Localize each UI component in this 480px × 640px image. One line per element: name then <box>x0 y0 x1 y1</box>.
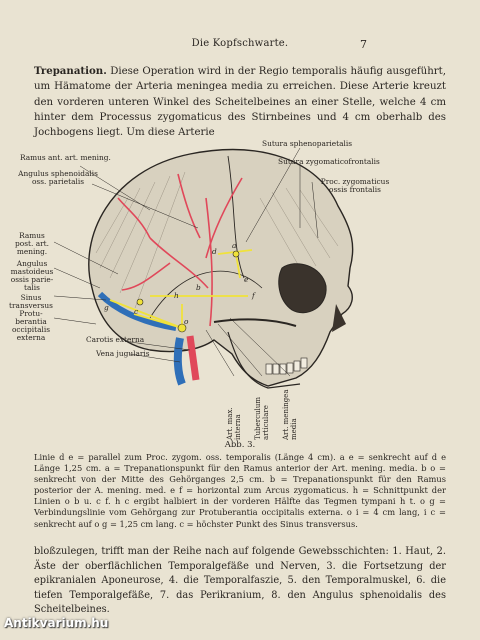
label-sutura-sphenoparietalis: Sutura sphenoparietalis <box>262 139 353 148</box>
label-art-meningea-media: Art. meningea media <box>282 389 298 440</box>
body-paragraph: bloßzulegen, trifft man der Reihe nach auf folgende Gewebsschichten: 1. Haut, 2. Äste der oberflächlichen Temporalgefäße und Nerven, 3. die Fortsetzung der epikranialen Aponeurose, 4. die Temporalfaszie, 5. den Temporalmuskel, 6. die tiefen Temporalgefäße, 7. das Perikranium, 8. den Angulus sphenoidalis des Scheitelbeines. <box>34 546 446 616</box>
label-sinus-transversus: Sinus transversus <box>9 293 53 310</box>
running-header: Die Kopfschwarte. <box>191 38 289 49</box>
label-angulus-mastoideus: Angulus mastoideus ossis parie- talis <box>10 259 54 292</box>
figure-caption: Abb. 3. <box>224 440 256 450</box>
label-sutura-zygomaticofrontalis: Sutura zygomaticofrontalis <box>278 157 380 166</box>
point-letter-e: e <box>244 275 249 284</box>
intro-text: Diese Operation wird in der Regio temporalis häufig ausgeführt, um Hämatome der Arteria meningea media zu erreichen. Diese Arterie kreuzt den vorderen unteren Winkel des Scheitelbeines an einer Stelle, welche 4 cm hinter dem Processus zygomaticus des Stirnbeines und 4 cm oberhalb des Jochbogens liegt. Um diese Arterie <box>34 66 446 139</box>
label-ramus-post: Ramus post. art. mening. <box>15 231 49 256</box>
point-letter-o: o <box>184 317 189 326</box>
watermark-logo: Antikvarium.hu <box>4 616 109 630</box>
point-letter-h: h <box>174 291 179 300</box>
figure-legend: Linie d e = parallel zum Proc. zygom. oss. temporalis (Länge 4 cm). a e = senkrecht auf d e Länge 1,25 cm. a = Trepanationspunkt für den Ramus anterior der Art. mening. media. b o = senkrecht von der Mitte des Gehörganges 2,5 cm. b = Trepanationspunkt für den Ramus posterior der A. mening. med. e f = horizontal zum Arcus zygomaticus. h = Schnittpunkt der Linien o b u. c f. h c ergibt halbiert in der vorderen Hälfte das Tegmen tympani h t. o g = Verbindungslinie vom Gehörgang zur Protuberantia occipitalis externa. o i = 4 cm lang, i c = senkrecht auf o g = 1,25 cm lang. c = höchster Punkt des Sinus transversus. <box>34 452 446 529</box>
point-letter-f: f <box>252 291 255 300</box>
label-proc-zygomaticus: Proc. zygomaticus ossis frontalis <box>320 177 390 194</box>
skull-figure <box>0 118 480 438</box>
point-letter-c: c <box>134 307 139 316</box>
point-letter-d: d <box>212 247 217 256</box>
label-protuberantia: Protu- berantia occipitalis externa <box>11 309 51 342</box>
section-heading: Trepanation. <box>34 65 107 77</box>
label-vena-jugularis: Vena jugularis <box>96 349 150 358</box>
label-tuberculum-articulare: Tuberculum articulare <box>254 397 270 440</box>
point-letter-a: a <box>232 241 237 250</box>
label-carotis-externa: Carotis externa <box>86 335 145 344</box>
label-ramus-ant: Ramus ant. art. mening. <box>20 153 111 162</box>
label-art-max-interna: Art. max. interna <box>226 407 242 440</box>
vena-jugularis <box>178 338 182 384</box>
point-letter-g: g <box>104 303 109 312</box>
point-letter-b: b <box>196 283 201 292</box>
page-number: 7 <box>360 38 367 51</box>
label-angulus-sphenoidalis: Angulus sphenoidalis oss. parietalis <box>18 169 98 186</box>
